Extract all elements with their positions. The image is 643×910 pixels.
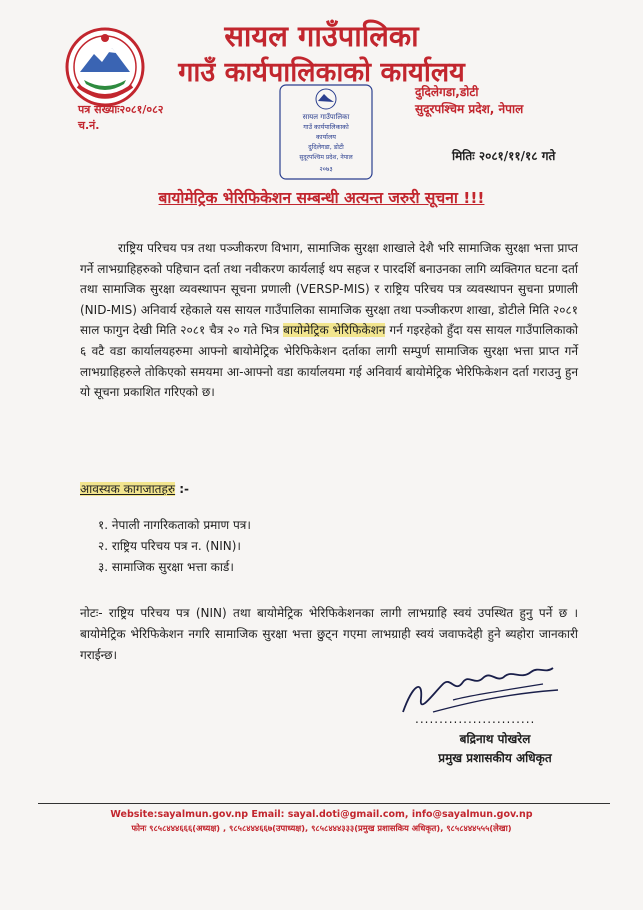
note-paragraph: नोटः- राष्ट्रिय परिचय पत्र (NIN) तथा बायोमेट्रिक भेरिफिकेशनका लागी लाभग्राहि स्वयं उपस्थित हुनु पर्ने छ । बायोमेट्रिक भेरिफिकेशन नगरि सामाजिक सुरक्षा भत्ता छुट्न गएमा लाभग्राही स्वयं जवाफदेही हुने ब्यहोरा जानकारी गराईन्छ। [80,606,578,662]
reference-number: पत्र संख्याः२०८१/०८२ [78,103,164,116]
footer-divider [38,803,610,804]
seal-line4: दुदिलेगडा, डोटी [308,143,344,151]
footer-web-email: Website:sayalmun.gov.np Email: sayal.doti@gmail.com, info@sayalmun.gov.np [110,809,533,820]
body-paragraph [80,238,578,403]
subject-text: बायोमेट्रिक भेरिफिकेशन सम्बन्धी अत्यन्त जरुरी सूचना !!! [158,189,485,207]
body-part1: राष्ट्रिय परिचय पत्र तथा पञ्जीकरण विभाग, सामाजिक सुरक्षा शाखाले देशै भरि सामाजिक सुरक्षा भत्ता प्राप्त गर्ने लाभग्राहिहरुको पहिचान दर्ता तथा नवीकरण कार्यलाई थप सहज र पारदर्शि बनाउनका लागि व्यक्तिगत घटना दर्ता तथा सामाजिक सुरक्षा व्यवस्थापन सूचना प्रणाली (VERSP-MIS) र राष्ट्रिय परिचय पत्र व्यवस्थापन सुचना प्रणाली (NID-MIS) अनिवार्य रहेकाले यस सायल गाउँपालिका सामाजिक सुरक्षा तथा पञ्जीकरण शाखा, डोटीले मिति २०८१ साल फागुन देखी मिति २०८१ चैत्र २० गते भित्र [80,241,579,338]
seal-line2: गाउँ कार्यपालिकाको [303,123,349,131]
documents-heading [80,480,189,497]
footer-phones: फोनः ९८५८४४४६६६(अध्यक्ष) , ९८५८४४४६६७(उपाध्यक्ष), ९८५८४४४३३३(प्रमुख प्रशासकिय अधिकृत), ९८५८४४४५५५(लेखा) [131,823,512,833]
documents-heading-text: आवस्यक कागजातहरु [80,482,176,496]
address-line2: सुदूरपश्चिम प्रदेश, नेपाल [415,102,524,116]
signer-name: बद्रिनाथ पोखरेल [459,732,531,746]
notice-date: मितिः २०८१/११/१८ गते [452,149,556,163]
seal-line3: कार्यालय [316,133,336,141]
notice-subject [0,186,643,208]
list-item: २. राष्ट्रिय परिचय पत्र न. (NIN)। [98,539,241,553]
seal-line1: सायल गाउँपालिका [302,113,350,121]
list-item: १. नेपाली नागरिकताको प्रमाण पत्र। [98,518,251,532]
office-seal-stamp [278,83,374,181]
municipality-name: सायल गाउँपालिका [224,19,419,53]
documents-heading-suffix: :- [175,482,190,496]
dispatch-number: च.नं. [78,119,100,132]
list-item: ३. सामाजिक सुरक्षा भत्ता कार्ड। [98,560,234,574]
body-highlight: बायोमेट्रिक भेरिफिकेशन [283,323,386,338]
office-name: गाउँ कार्यपालिकाको कार्यालय [178,57,465,88]
documents-list [98,515,251,578]
seal-line5: सुदूरपश्चिम प्रदेश, नेपाल [299,154,353,161]
signature-dots: ......................... [415,712,536,726]
seal-line6: २०७३ [319,165,333,173]
address-line1: दुदिलेगडा,डोटी [415,85,479,99]
body-part2: गर्न गइरहेको हुँदा यस सायल गाउँपालिकाको ६ वटै वडा कार्यालयहरुमा आफ्नो बायोमेट्रिक भेरिफिकेशन दर्ताका लागी सम्पुर्ण सामाजिक सुरक्षा भत्ता प्राप्त गर्ने लाभग्राहिहरुले तोकिएको समयमा आ-आफ्नो वडा कार्यालयमा गई अनिवार्य बायोमेट्रिक भेरिफिकेशन दर्ता गराउनु हुन यो सूचना प्रकाशित गरिएको छ। [80,323,578,400]
signer-role: प्रमुख प्रशासकीय अधिकृत [438,751,552,765]
